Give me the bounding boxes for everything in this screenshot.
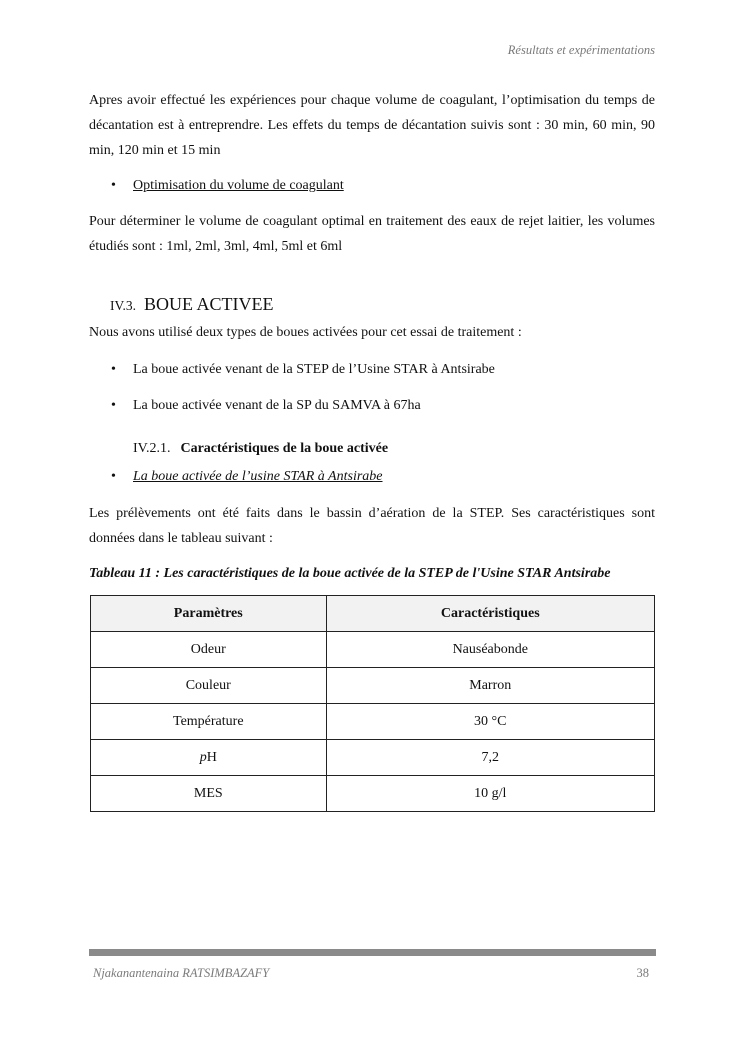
section-title: BOUE ACTIVEE [144,294,274,314]
ph-label: pH [199,749,217,765]
table-cell: Odeur [91,632,327,668]
table-caption: Tableau 11 : Les caractéristiques de la boue activée de la STEP de l'Usine STAR Antsirabe [89,566,611,581]
footer-divider [89,949,656,956]
table-row [91,704,655,740]
list-item [111,469,383,485]
paragraph-intro: Nous avons utilisé deux types de boues activées pour cet essai de traitement : [89,325,522,340]
list-item [111,178,344,194]
page-number: 38 [636,966,649,980]
footer-author: Njakanantenaina RATSIMBAZAFY [93,966,270,980]
table-row [91,740,655,776]
table-header-row [91,596,655,632]
paragraph-sampling: Les prélèvements ont été faits dans le bassin d’aération de la STEP. Ses caractéristiques sont données dans le tableau suivant : [89,506,655,546]
table-cell: Marron [326,668,654,704]
table-row [91,776,655,812]
table-row [91,668,655,704]
bullet-icon: • [111,178,116,193]
subsection-heading [133,441,388,457]
table-cell: 7,2 [326,740,654,776]
table-row [91,632,655,668]
bullet-icon: • [111,362,116,377]
table-cell: 30 °C [326,704,654,740]
table-cell: Couleur [91,668,327,704]
bullet-text: La boue activée venant de la SP du SAMVA à 67ha [133,398,421,413]
bullet-text: La boue activée venant de la STEP de l’Usine STAR à Antsirabe [133,362,495,377]
column-header: Caractéristiques [326,596,654,632]
table-cell: 10 g/l [326,776,654,812]
table-cell [91,740,327,776]
paragraph-decantation: Apres avoir effectué les expériences pour chaque volume de coagulant, l’optimisation du temps de décantation est à entreprendre. Les effets du temps de décantation suivis sont : 30 min, 60 min, 90 min, 120 min et 15 min [89,93,655,158]
bullet-text: La boue activée de l’usine STAR à Antsirabe [133,469,383,484]
paragraph-volume: Pour déterminer le volume de coagulant optimal en traitement des eaux de rejet laitier, les volumes étudiés sont : 1ml, 2ml, 3ml, 4ml, 5ml et 6ml [89,214,655,254]
list-item [111,362,495,378]
bullet-icon: • [111,398,116,413]
characteristics-table [90,595,655,812]
table-cell: Nauséabonde [326,632,654,668]
section-heading [110,294,274,315]
bullet-text: Optimisation du volume de coagulant [133,178,344,193]
running-header: Résultats et expérimentations [507,43,655,57]
column-header: Paramètres [91,596,327,632]
subsection-number: IV.2.1. [133,441,171,456]
bullet-icon: • [111,469,116,484]
section-number: IV.3. [110,298,137,313]
table-cell: Température [91,704,327,740]
subsection-title: Caractéristiques de la boue activée [180,441,389,456]
table-cell: MES [91,776,327,812]
list-item [111,398,421,414]
